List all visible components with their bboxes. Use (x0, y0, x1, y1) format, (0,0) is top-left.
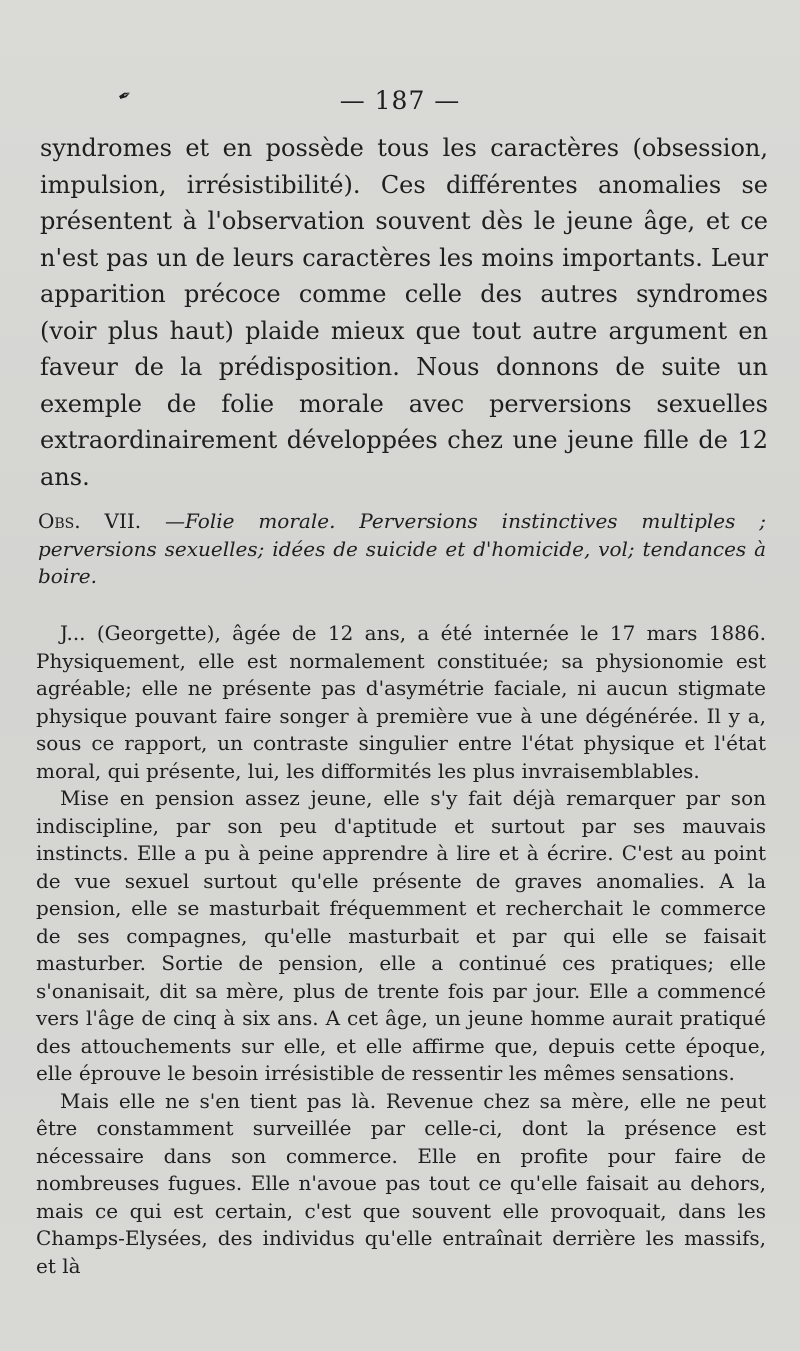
paragraph-pension: Mise en pension assez jeune, elle s'y fait déjà remarquer par son indiscipline, par son peu d'aptitude et surtout par ses mauvais instincts. Elle a pu à peine apprendre à lire et à écrire. C'est au point de vue sexuel surtout qu'elle présente de graves anomalies. A la pension, elle se masturbait fréquemment et recherchait le commerce de ses compagnes, qu'elle masturbait et par qui elle se faisait masturber. Sortie de pension, elle a continué ces pratiques; elle s'onanisait, dit sa mère, plus de trente fois par jour. Elle a commencé vers l'âge de cinq à six ans. A cet âge, un jeune homme aurait pratiqué des attouchements sur elle, et elle affirme que, depuis cette époque, elle éprouve le besoin irrésistible de ressentir les mêmes sensations. (36, 786, 766, 1085)
observation-label: Obs. VII. (38, 509, 142, 533)
page-number: — 187 — (339, 86, 461, 115)
paragraph-mother: Mais elle ne s'en tient pas là. Revenue chez sa mère, elle ne peut être constamment surveillée par celle-ci, dont la présence est nécessaire dans son commerce. Elle en profite pour faire de nombreuses fugues. Elle n'avoue pas tout ce qu'elle faisait au dehors, mais ce qui est certain, c'est que souvent elle provoquait, dans les Champs-Elysées, des individus qu'elle entraînait derrière les massifs, et là (36, 1088, 766, 1278)
observation-heading (38, 508, 766, 591)
case-body (36, 620, 766, 1280)
pen-mark-icon: ✒ (114, 84, 135, 107)
intro-paragraph: syndromes et en possède tous les caractères (obsession, impulsion, irrésistibilité). Ces différentes anomalies se présentent à l'observation souvent dès le jeune âge, et ce n'est pas un de leurs caractères les moins importants. Leur apparition précoce comme celle des autres syndromes (voir plus haut) plaide mieux que tout autre argument en faveur de la prédisposition. Nous donnons de suite un exemple de folie morale avec perversions sexuelles extraordinairement développées chez une jeune fille de 12 ans. (40, 134, 768, 491)
observation-title: —Folie morale. Perversions instinctives multiples ; perversions sexuelles; idées de suicide et d'homicide, vol; tendances à boire. (38, 509, 767, 588)
paragraph-physical: J... (Georgette), âgée de 12 ans, a été internée le 17 mars 1886. Physiquement, elle est normalement constituée; sa physionomie est agréable; elle ne présente pas d'asymétrie faciale, ni aucun stigmate physique pouvant faire songer à première vue à une dégénérée. Il y a, sous ce rapport, un contraste singulier entre l'état physique et l'état moral, qui présente, lui, les difformités les plus invraisemblables. (36, 621, 766, 783)
